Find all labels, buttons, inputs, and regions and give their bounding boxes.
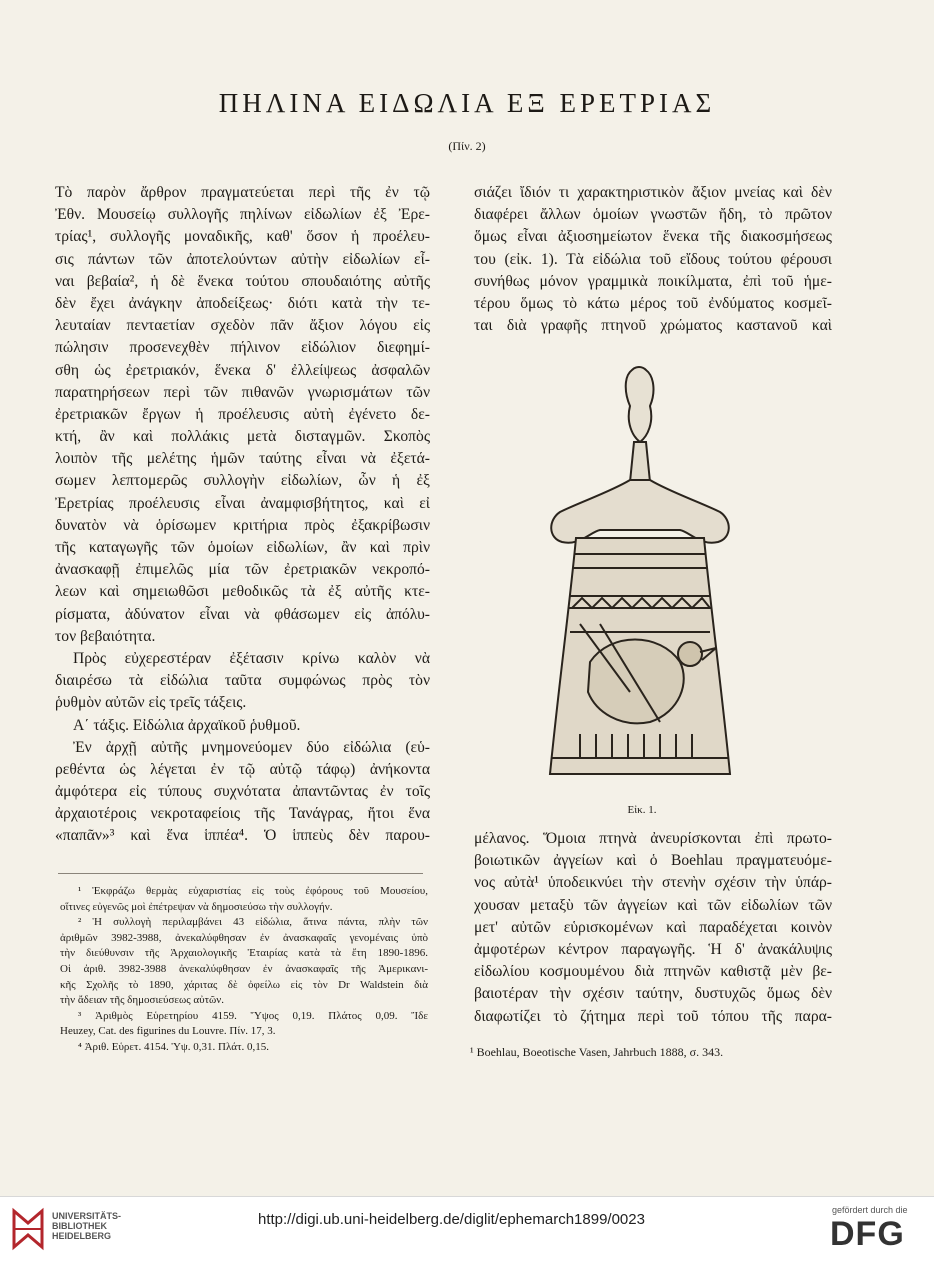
text-line: ρεθέντα ὡς λέγεται ἐν τῷ αὐτῷ τάφῳ) ἀνήκοντα — [55, 760, 430, 778]
figurine-illustration — [540, 362, 740, 802]
text-line: συνήθως μόνον γραμμικὰ ποικίλματα, ἐπὶ τοῦ ἡμε- — [474, 272, 832, 290]
text-line: ἀρχαιοτέροις νεκροταφείοις τῆς Τανάγρας, ἤτοι ἕνα — [55, 805, 430, 823]
figure-caption: Εἰκ. 1. — [627, 804, 657, 816]
text-line: Πρὸς εὐχερεστέραν ἐξέτασιν κρίνω καλὸν νὰ — [73, 649, 430, 667]
text-line: εἰδωλίου κοσμουμένου διὰ πτηνῶν καθιστᾷ μὲν βε- — [474, 963, 832, 981]
text-line: ¹ Ἐκφράζω θερμὰς εὐχαριστίας εἰς τοὺς ἐφόρους τοῦ Μουσείου, — [78, 885, 428, 897]
text-line: σις πάντων τῶν ἀποτελούντων αὐτὴν εἰδωλίων εἶ- — [55, 250, 430, 268]
text-line: ἀμφότερα εἰς τύπους συχνότατα ἀπαντῶντας ἐν τοῖς — [55, 783, 430, 801]
text-line: οἵτινες εὐγενῶς μοὶ ἐπέτρεψαν νὰ δημοσιεύσω τὴν συλλογήν. — [60, 900, 333, 913]
text-line: κτή, ἂν καὶ πολλάκις μετὰ δισταγμῶν. Σκοπὸς — [55, 428, 430, 446]
university-library-logo-icon[interactable] — [10, 1207, 46, 1251]
left-column-text — [55, 182, 430, 848]
text-line: σιάζει ἴδιόν τι χαρακτηριστικὸν ἄξιον μνείας καὶ δὲν — [474, 184, 832, 201]
text-line: Τὸ παρὸν ἄρθρον πραγματεύεται περὶ τῆς ἐν τῷ — [55, 184, 430, 201]
text-line: βαιοτέραν τὴν σχέσιν ταύτην, δυστυχῶς ὅμως δὲν — [474, 985, 832, 1003]
text-line: ἐρετριακῶν ἔργων ἡ προέλευσις αὐτὴ ἐγένετο δε- — [55, 405, 430, 423]
footnote-divider — [58, 873, 423, 874]
text-line: διαφέρει ἄλλων ὁμοίων γνωστῶν ἤδη, τὸ πρῶτον — [474, 206, 832, 224]
funding-note: gefördert durch die — [832, 1205, 908, 1215]
university-library-name — [52, 1211, 121, 1241]
text-line: λοιπὸν τῆς μελέτης ἡμῶν ταύτης εἶναι νὰ ἐξετά- — [55, 450, 430, 468]
text-line: Ἐρετρίας προέλευσις εἶναι ἀναμφισβήτητος, καὶ εἰ — [55, 494, 430, 512]
text-line: ρίσματα, ἀδύνατον εἶναι νὰ φθάσωμεν εἰς ἀπόλυ- — [55, 605, 430, 623]
text-line: Ἐν ἀρχῇ αὐτῆς μνημονεύομεν δύο εἰδώλια (εὑ- — [73, 738, 430, 756]
text-line: του (εἰκ. 1). Τὰ εἰδώλια τοῦ εἴδους τούτου φέρουσι — [474, 250, 832, 268]
text-line: Οἱ ἀριθ. 3982-3988 ἀνεκαλύφθησαν ἐν ἀνασκαφαῖς τῆς Ἀμερικανι- — [60, 962, 428, 975]
text-line: Α΄ τάξις. Εἰδώλια ἀρχαϊκοῦ ῥυθμοῦ. — [73, 716, 301, 734]
text-line: ³ Ἀριθμὸς Εὑρετηρίου 4159. Ὕψος 0,19. Πλάτος 0,09. Ἴδε — [78, 1009, 428, 1022]
text-line: τὴν διεύθυνσιν τῆς Ἀρχαιολογικῆς Ἑταιρίας κατὰ τὰ ἔτη 1890-1896. — [60, 947, 428, 960]
text-line: τὴν ἄδειαν τῆς δημοσιεύσεως αὐτῶν. — [60, 994, 224, 1007]
text-line: κῆς Σχολῆς τὸ 1890, χάριτας δὲ ὀφείλω εἰς τὸν Dr Waldstein διὰ — [60, 978, 428, 991]
text-line: μετ' αὐτῶν εὑρισκομένων καὶ παραδέχεται κοινὸν — [474, 918, 832, 936]
footnote-right: ¹ Boehlau, Boeotische Vasen, Jahrbuch 1888, σ. 343. — [470, 1045, 724, 1059]
text-line: παρατηρήσεων περὶ τῶν πιθανῶν γνωρισμάτων τῶν — [55, 383, 430, 401]
text-line: ⁴ Ἀριθ. Εὑρετ. 4154. Ὑψ. 0,31. Πλάτ. 0,15. — [78, 1040, 269, 1053]
text-line: διαιρέσω τὰ εἰδώλια ταῦτα συμφώνως πρὸς τὸν — [55, 672, 430, 690]
text-line: βοιωτικῶν ἀγγείων καὶ ὁ Boehlau πραγματευόμε- — [474, 852, 832, 870]
viewer-footer — [0, 1196, 934, 1264]
right-column-top-text — [474, 182, 832, 337]
text-line: διαφωτίζει τὸ ζήτημα περὶ τοῦ τόπου τῆς παρα- — [474, 1007, 832, 1025]
text-line: ἀμφοτέρων κέντρον παραγωγῆς. Ἡ δ' ἀνακάλυψις — [474, 940, 832, 958]
text-line: χουσαν μεταξὺ τῶν ἀγγείων καὶ τῶν εἰδωλίων τῶν — [474, 896, 832, 914]
page-title: ΠΗΛΙΝΑ ΕΙΔΩΛΙΑ ΕΞ ΕΡΕΤΡΙΑΣ — [218, 88, 716, 118]
footnotes-left — [60, 884, 428, 1056]
text-line: ναι βεβαία², ἡ δὲ ἕνεκα τούτου σπουδαιότης αὐτῆς — [55, 272, 430, 290]
right-column-bottom-text — [474, 828, 832, 1028]
dfg-logo[interactable]: DFG — [830, 1215, 905, 1253]
text-line: δυνατὸν νὰ ὁρίσωμεν κριτήρια πρὸς ἐξακρίβωσιν — [55, 516, 430, 534]
library-line-3: HEIDELBERG — [52, 1231, 112, 1241]
text-line: ῥυθμὸν αὐτῶν εἰς τρεῖς τάξεις. — [55, 694, 247, 712]
text-line: σθη ὡς ἐρετριακόν, ἕνεκα δ' ἐλλείψεως ἀσφαλῶν — [55, 361, 430, 379]
text-line: δὲν ἔχει ἀνάγκην ἀποδείξεως· διότι κατὰ τὴν τε- — [55, 294, 430, 312]
text-line: «παπᾶν»³ καὶ ἕνα ἱππέα⁴. Ὁ ἱππεὺς δὲν παρου- — [55, 827, 430, 845]
text-line: ἀνασκαφῇ ἐπιμελῶς μία τῶν ἐρετριακῶν νεκροπό- — [55, 561, 430, 579]
text-line: τον βεβαιότητα. — [55, 627, 156, 645]
text-line: τέρου ὅμως τὸ κάτω μέρος τοῦ ἐνδύματος κοσμεῖ- — [474, 294, 832, 312]
text-line: λευταίαν πενταετίαν σχεδὸν πᾶν ἄξιον λόγου εἰς — [55, 317, 430, 335]
text-line: Heuzey, Cat. des figurines du Louvre. Πίν. 17, 3. — [60, 1025, 276, 1038]
text-line: ται διὰ γραφῆς πτηνοῦ χρώματος καστανοῦ καὶ — [474, 317, 832, 335]
text-line: τῆς καταγωγῆς τῶν ὁμοίων εἰδωλίων, ἂν καὶ πρὶν — [55, 539, 430, 556]
text-line: σωμεν λεπτομερῶς συλλογὴν εἰδωλίων, ὧν ἡ ἐξ — [55, 472, 430, 490]
text-line: Ἐθν. Μουσείῳ συλλογῆς πηλίνων εἰδωλίων ἐξ Ἐρε- — [55, 206, 430, 224]
text-line: ἀριθμῶν 3982-3988, ἀνεκαλύφθησαν ἐν ἀνασκαφαῖς γενομέναις ὑπὸ — [60, 931, 428, 944]
text-line: πώλησιν προσενεχθὲν πήλινον εἰδώλιον διεφημί- — [55, 339, 430, 357]
library-line-2: BIBLIOTHEK — [52, 1221, 107, 1231]
library-line-1: UNIVERSITÄTS- — [52, 1211, 122, 1221]
text-line: τρίας¹, συλλογῆς μοναδικῆς, καθ' ὅσον ἡ προέλευ- — [55, 228, 430, 246]
text-line: ² Ἡ συλλογὴ περιλαμβάνει 43 εἰδώλια, ἅτινα πάντα, πλὴν τῶν — [78, 916, 428, 929]
plate-reference: (Πίν. 2) — [448, 139, 486, 153]
text-line: νος αὐτὰ¹ ὑποδεικνύει τὴν στενὴν σχέσιν τὴν ὑπάρ- — [474, 874, 832, 892]
permalink-url[interactable]: http://digi.ub.uni-heidelberg.de/diglit/ephemarch1899/0023 — [258, 1211, 645, 1228]
text-line: ὅμως εἶναι ἀξιοσημείωτον ἕνεκα τῆς διακοσμήσεως — [474, 228, 832, 246]
text-line: μέλανος. Ὅμοια πτηνὰ ἀνευρίσκονται ἐπὶ πρωτο- — [474, 830, 832, 847]
text-line: λεων καὶ σημειωθῶσι μεθοδικῶς τὰ ἐξ αὐτῆς κτε- — [55, 583, 430, 601]
